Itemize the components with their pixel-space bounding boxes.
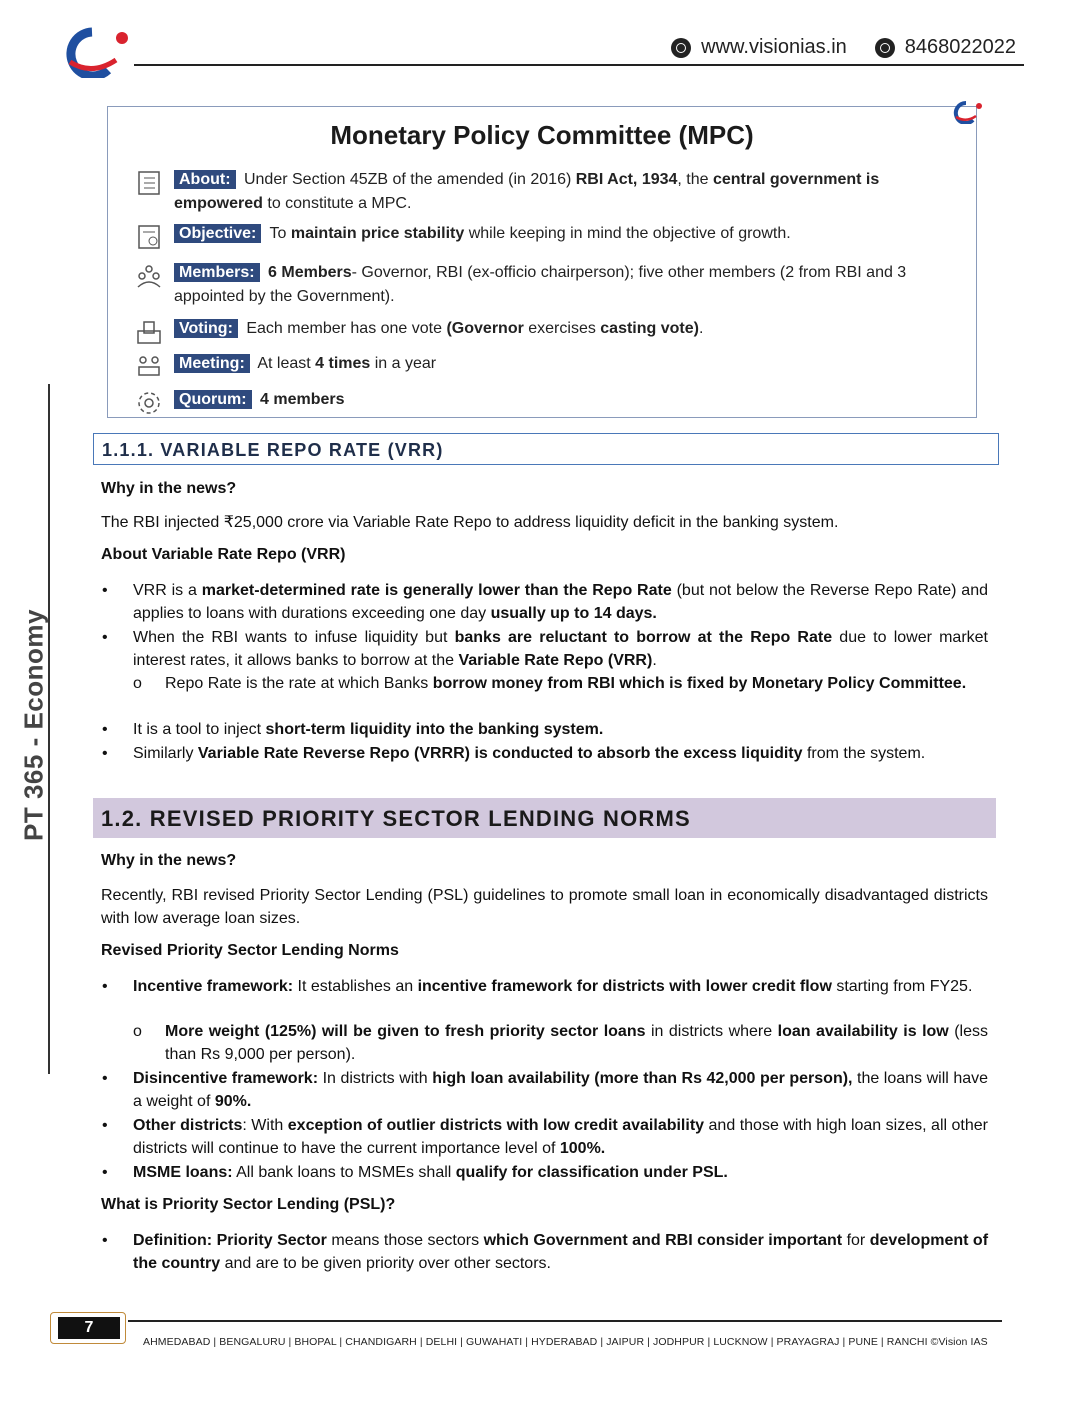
target-list-icon [136, 224, 162, 250]
psl-news-text: Recently, RBI revised Priority Sector Lending (PSL) guidelines to promote small loan in economically disadvantaged districts with low average loan sizes. [101, 887, 988, 927]
why-in-news-label: Why in the news? [101, 480, 237, 497]
ballot-box-icon [136, 319, 162, 345]
list-item: • Other districts: With exception of outlier districts with low credit availability and those with high loan sizes, all other districts will continue to have the current importance level of 100%. [133, 1114, 988, 1160]
website-link[interactable]: www.visionias.in [701, 36, 847, 58]
side-label: PT 365 - Economy [18, 609, 49, 841]
mpc-title: Monetary Policy Committee (MPC) [330, 120, 754, 150]
list-item: • Disincentive framework: In districts with high loan availability (more than Rs 42,000 per person), the loans will have a weight of 90%. [133, 1067, 988, 1113]
sub-list-item: o Repo Rate is the rate at which Banks borrow money from RBI which is fixed by Monetary Policy Committee. [165, 672, 988, 695]
mpc-row-objective: Objective: To maintain price stability while keeping in mind the objective of growth. [136, 222, 936, 246]
mpc-row-quorum: Quorum: 4 members [136, 388, 936, 412]
vrr-news-text: The RBI injected ₹25,000 crore via Variable Rate Repo to address liquidity deficit in the banking system. [101, 514, 839, 531]
header-divider [134, 64, 1024, 66]
why-in-news-label: Why in the news? [101, 852, 237, 869]
phone-number[interactable]: 8468022022 [904, 36, 1016, 58]
list-item: • Similarly Variable Rate Reverse Repo (VRRR) is conducted to absorb the excess liquidity from the system. [133, 742, 988, 765]
list-item: • Definition: Priority Sector means those sectors which Government and RBI consider important for development of the country and are to be given priority over other sectors. [133, 1229, 988, 1275]
group-icon [136, 263, 162, 289]
checklist-icon [136, 170, 162, 196]
revised-norms-label: Revised Priority Sector Lending Norms [101, 942, 399, 959]
mpc-row-about: About: Under Section 45ZB of the amended (in 2016) RBI Act, 1934, the central government is empowered to constitute a MPC. [136, 168, 936, 215]
mpc-row-members: Members: 6 Members- Governor, RBI (ex-officio chairperson); five other members (2 from RBI and 3 appointed by the Government). [136, 261, 936, 308]
sub-list-item: o More weight (125%) will be given to fresh priority sector loans in districts where loan availability is low (less than Rs 9,000 per person). [165, 1020, 988, 1066]
footer-divider [128, 1320, 1002, 1322]
list-item: • Incentive framework: It establishes an incentive framework for districts with lower credit flow starting from FY25. [133, 975, 988, 998]
network-icon [136, 390, 162, 416]
mpc-row-voting: Voting: Each member has one vote (Governor exercises casting vote). [136, 317, 936, 341]
phone-icon [875, 38, 895, 58]
list-item: • It is a tool to inject short-term liquidity into the banking system. [133, 718, 988, 741]
what-is-psl-label: What is Priority Sector Lending (PSL)? [101, 1196, 396, 1213]
about-vrr-label: About Variable Rate Repo (VRR) [101, 546, 346, 563]
section-heading-vrr: 1.1.1. VARIABLE REPO RATE (VRR) [93, 433, 999, 465]
list-item: • VRR is a market-determined rate is generally lower than the Repo Rate (but not below the Reverse Repo Rate) and applies to loans with durations exceeding one day usually up to 14 days. [133, 579, 988, 625]
vision-ias-logo [62, 26, 134, 78]
section-heading-psl: 1.2. REVISED PRIORITY SECTOR LENDING NORMS [93, 798, 996, 838]
globe-icon [671, 38, 691, 58]
footer-cities: AHMEDABAD | BENGALURU | BHOPAL | CHANDIGARH | DELHI | GUWAHATI | HYDERABAD | JAIPUR | JODHPUR | LUCKNOW | PRAYAGRAJ | PUNE | RANCHI ©Vision IAS [143, 1336, 988, 1348]
list-item: • MSME loans: All bank loans to MSMEs shall qualify for classification under PSL. [133, 1161, 988, 1184]
page-number: 7 [58, 1317, 120, 1339]
meeting-icon [136, 354, 162, 380]
header-contact [671, 36, 1016, 59]
mpc-row-meeting: Meeting: At least 4 times in a year [136, 352, 936, 376]
list-item: • When the RBI wants to infuse liquidity but banks are reluctant to borrow at the Repo Rate due to lower market interest rates, it allows banks to borrow at the Variable Rate Repo (VRR). [133, 626, 988, 672]
